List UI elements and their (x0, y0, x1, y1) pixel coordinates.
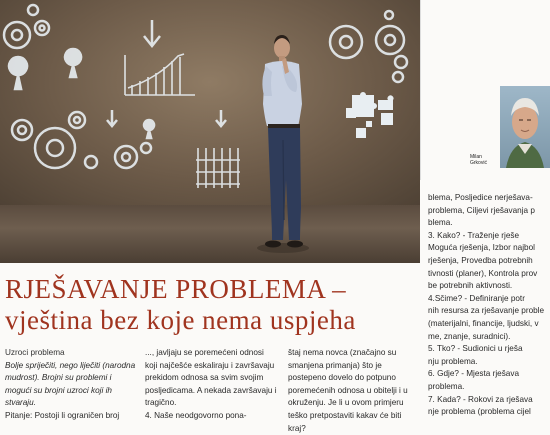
text-column-2 (145, 347, 278, 423)
text-line: rješenja, Provedba potrebnih (428, 255, 533, 265)
gear-icon (4, 5, 49, 48)
text-line: blema, Posljedice nerješava- (428, 193, 533, 202)
text-line: me, znanje, suradnici). (428, 331, 511, 341)
text-line: (materijalni, financije, ljudski, v (428, 318, 539, 328)
text-column-4 (428, 192, 550, 419)
text-column-3 (288, 347, 420, 435)
text-line: be potrebnih aktivnosti. (428, 281, 513, 291)
text-line: problema, Ciljevi rješavanja p (428, 205, 535, 215)
bar-chart-icon (125, 54, 240, 188)
text-line: nju problema. (428, 356, 478, 366)
paragraph: Bolje spriječiti, nego liječiti (narodna mudrost). Brojni su problemi i mogući su brojni uzroci koji ih stvaraju. (5, 360, 136, 408)
text-line: nje problema (problema cijel (428, 407, 531, 417)
paragraph: 4. Naše neodgovorno pona- (145, 410, 247, 420)
text-line: problema. (428, 381, 465, 391)
text-line: 5. Tko? - Sudionici u rješa (428, 344, 523, 354)
column-divider (420, 0, 421, 180)
author-first-name: Milan (470, 154, 482, 160)
text-column-1 (5, 347, 137, 423)
text-line: tivnosti (planer), Kontrola prov (428, 268, 538, 278)
text-line: 7. Kada? - Rokovi za rješava (428, 394, 533, 404)
gear-icon (330, 11, 407, 82)
chalk-drawings (0, 0, 420, 263)
author-name (470, 154, 487, 166)
author-photo (500, 86, 550, 168)
title-line-1: RJEŠAVANJE PROBLEMA – (5, 274, 347, 304)
paragraph: Pitanje: Postoji li ograničen broj (5, 410, 120, 420)
author-last-name: Grković (470, 160, 487, 166)
text-line: blema. (428, 218, 453, 228)
paragraph: štaj nema novca (značajno su smanjena primanja) što je postepeno dovelo do potpuno poremećenih odnosa u obitelji i u okruženju. Je li u ovom primjeru teško pretpostaviti kakav će biti kraj? (288, 348, 408, 433)
article-title (5, 274, 356, 336)
text-line: 4.Sčime? - Definiranje potr (428, 293, 525, 303)
paragraph: ..., javljaju se poremećeni odnosi koji najčešće eskaliraju i završavaju prekidom odnosa sa svim svojim posljedicama. A nekada završavaju i tragično. (145, 348, 277, 408)
section-heading: Uzroci problema (5, 348, 65, 357)
title-line-2: vještina bez koje nema uspjeha (5, 305, 356, 335)
text-line: 6. Gdje? - Mjesta rješava (428, 369, 520, 379)
article-hero-photo (0, 0, 420, 263)
text-line: Moguća rješenja, Izbor najbol (428, 243, 535, 253)
text-line: 3. Kako? - Traženje rješe (428, 230, 520, 240)
gear-icon (12, 112, 151, 168)
person-figure (257, 35, 309, 253)
text-line: nih resursa za rješavanje proble (428, 306, 545, 316)
puzzle-icon (346, 92, 394, 138)
